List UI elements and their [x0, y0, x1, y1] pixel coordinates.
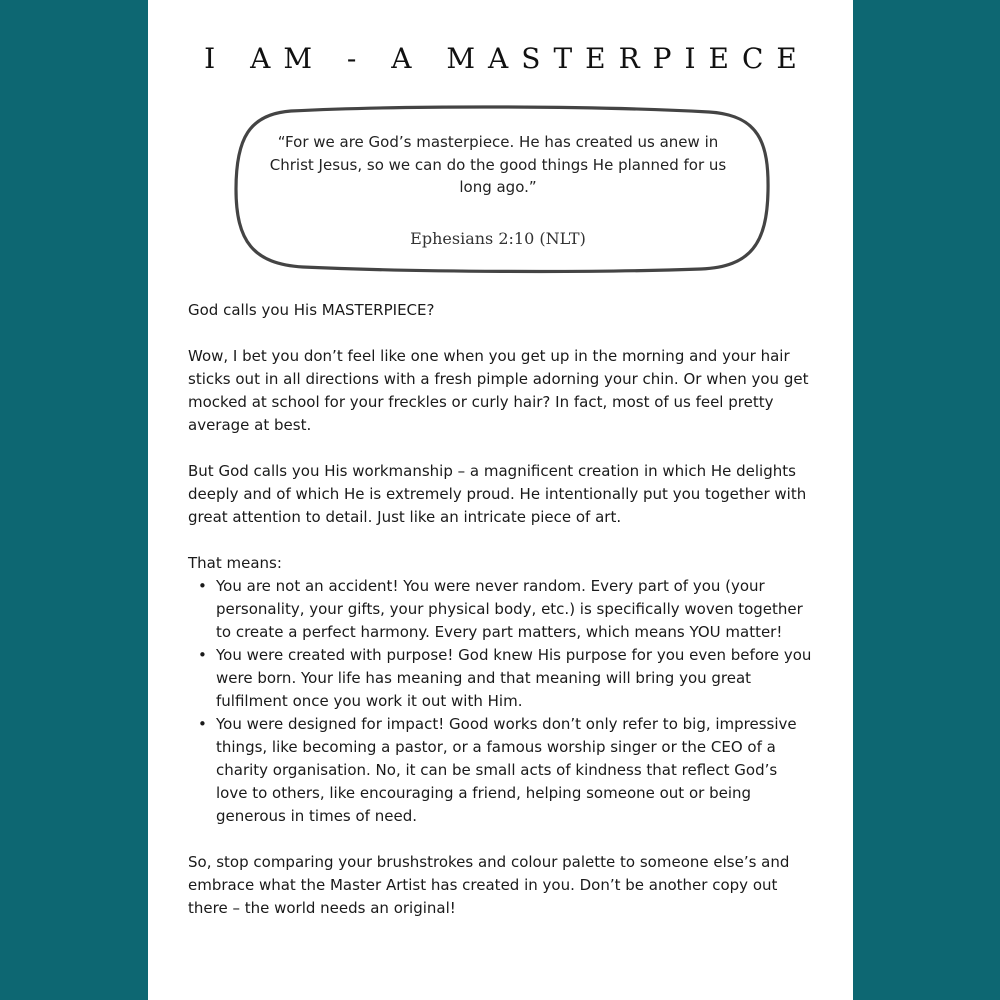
- list-item-text: You were created with purpose! God knew His purpose for you even before you were born. Your life has meaning and that meaning will bring you great fulfilment once you work it out with Him.: [216, 646, 812, 710]
- paragraph: But God calls you His workmanship – a magnificent creation in which He delights deeply and of which He is extremely proud. He intentionally put you together with great attention to detail. Just like an intricate piece of art.: [188, 462, 807, 526]
- bullet-icon: •: [198, 715, 207, 733]
- bullet-list: [188, 575, 813, 828]
- list-intro: That means:: [188, 554, 282, 572]
- body-text: [188, 299, 813, 920]
- bullet-icon: •: [198, 646, 207, 664]
- list-item: [188, 713, 813, 828]
- list-item-text: You were designed for impact! Good works don’t only refer to big, impressive things, like becoming a pastor, or a famous worship singer or the CEO of a charity organisation. No, it can be small acts of kindness that reflect God’s love to others, like encouraging a friend, helping someone out or being generous in times of need.: [216, 715, 797, 825]
- background-left: [0, 0, 148, 1000]
- page-title: I AM - A MASTERPIECE: [204, 42, 810, 75]
- document-page: [148, 0, 853, 1000]
- quote-text: “For we are God’s masterpiece. He has created us anew in Christ Jesus, so we can do the good things He planned for us long ago.”: [269, 133, 727, 196]
- quote-reference: Ephesians 2:10 (NLT): [410, 229, 586, 248]
- paragraph: Wow, I bet you don’t feel like one when you get up in the morning and your hair sticks out in all directions with a fresh pimple adorning your chin. Or when you get mocked at school for your freckles or curly hair? In fact, most of us feel pretty average at best.: [188, 347, 809, 434]
- list-item: [188, 575, 813, 644]
- background-right: [853, 0, 1000, 1000]
- closing-paragraph: So, stop comparing your brushstrokes and colour palette to someone else’s and embrace what the Master Artist has created in you. Don’t be another copy out there – the world needs an original!: [188, 853, 790, 917]
- paragraph: God calls you His MASTERPIECE?: [188, 301, 435, 319]
- list-item-text: You are not an accident! You were never random. Every part of you (your personality, your gifts, your physical body, etc.) is specifically woven together to create a perfect harmony. Every part matters, which means YOU matter!: [216, 577, 803, 641]
- bullet-icon: •: [198, 577, 207, 595]
- list-item: [188, 644, 813, 713]
